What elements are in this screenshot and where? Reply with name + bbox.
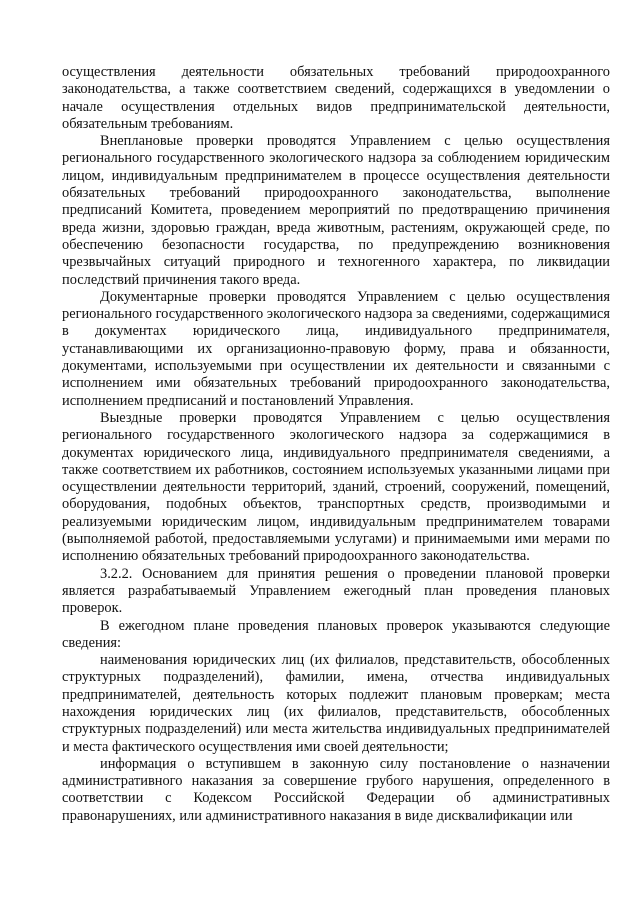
paragraph-unscheduled-inspections: Внеплановые проверки проводятся Управлением с целью осуществления регионального государственного экологического надзора за соблюдением юридическим лицом, индивидуальным предпринимателем в процессе осуществления деятельности обязательных требований природоохранного законодательства, выполнение предписаний Комитета, проведением мероприятий по предотвращению причинения вреда жизни, здоровью граждан, вреда животным, растениям, окружающей среде, по обеспечению безопасности государства, по предупреждению возникновения чрезвычайных ситуаций природного и техногенного характера, по ликвидации последствий причинения такого вреда. [62,133,610,288]
paragraph-section-3-2-2: 3.2.2. Основанием для принятия решения о проведении плановой проверки является разрабатываемый Управлением ежегодный план проведения плановых проверок. [62,565,610,617]
paragraph-administrative-penalty-info: информация о вступившем в законную силу постановление о назначении административного наказания за совершение грубого нарушения, определенного в соответствии с Кодексом Российской Федерации об административных правонарушениях, или административного наказания в виде дисквалификации или [62,755,610,824]
paragraph-names-of-entities: наименования юридических лиц (их филиалов, представительств, обособленных структурных подразделений), фамилии, имена, отчества индивидуальных предпринимателей, деятельность которых подлежит плановым проверкам; места нахождения юридических лиц (их филиалов, представительств, обособленных структурных подразделений) или места жительства индивидуальных предпринимателей и места фактического осуществления ими своей деятельности; [62,652,610,755]
paragraph-documentary-inspections: Документарные проверки проводятся Управлением с целью осуществления регионального государственного экологического надзора за сведениями, содержащимися в документах юридического лица, индивидуального предпринимателя, устанавливающими их организационно-правовую форму, права и обязанности, документами, используемыми при осуществлении их деятельности и связанными с исполнением ими обязательных требований природоохранного законодательства, исполнением предписаний и постановлений Управления. [62,288,610,409]
document-body [62,64,610,825]
paragraph-continuation: осуществления деятельности обязательных требований природоохранного законодательства, а также соответствием сведений, содержащихся в уведомлении о начале осуществления отдельных видов предпринимательской деятельности, обязательным требованиям. [62,64,610,132]
paragraph-field-inspections: Выездные проверки проводятся Управлением с целью осуществления регионального государственного экологического надзора за содержащимися в документах юридического лица, индивидуального предпринимателя сведениями, а также соответствием их работников, состоянием используемых указанными лицами при осуществлении деятельности территорий, зданий, строений, сооружений, помещений, оборудования, подобных объектов, транспортных средств, производимыми и реализуемыми юридическим лицом, индивидуальным предпринимателем товарами (выполняемой работой, предоставляемыми услугами) и принимаемыми ими мерами по исполнению обязательных требований природоохранного законодательства. [62,409,610,565]
paragraph-annual-plan-info: В ежегодном плане проведения плановых проверок указываются следующие сведения: [62,617,610,651]
